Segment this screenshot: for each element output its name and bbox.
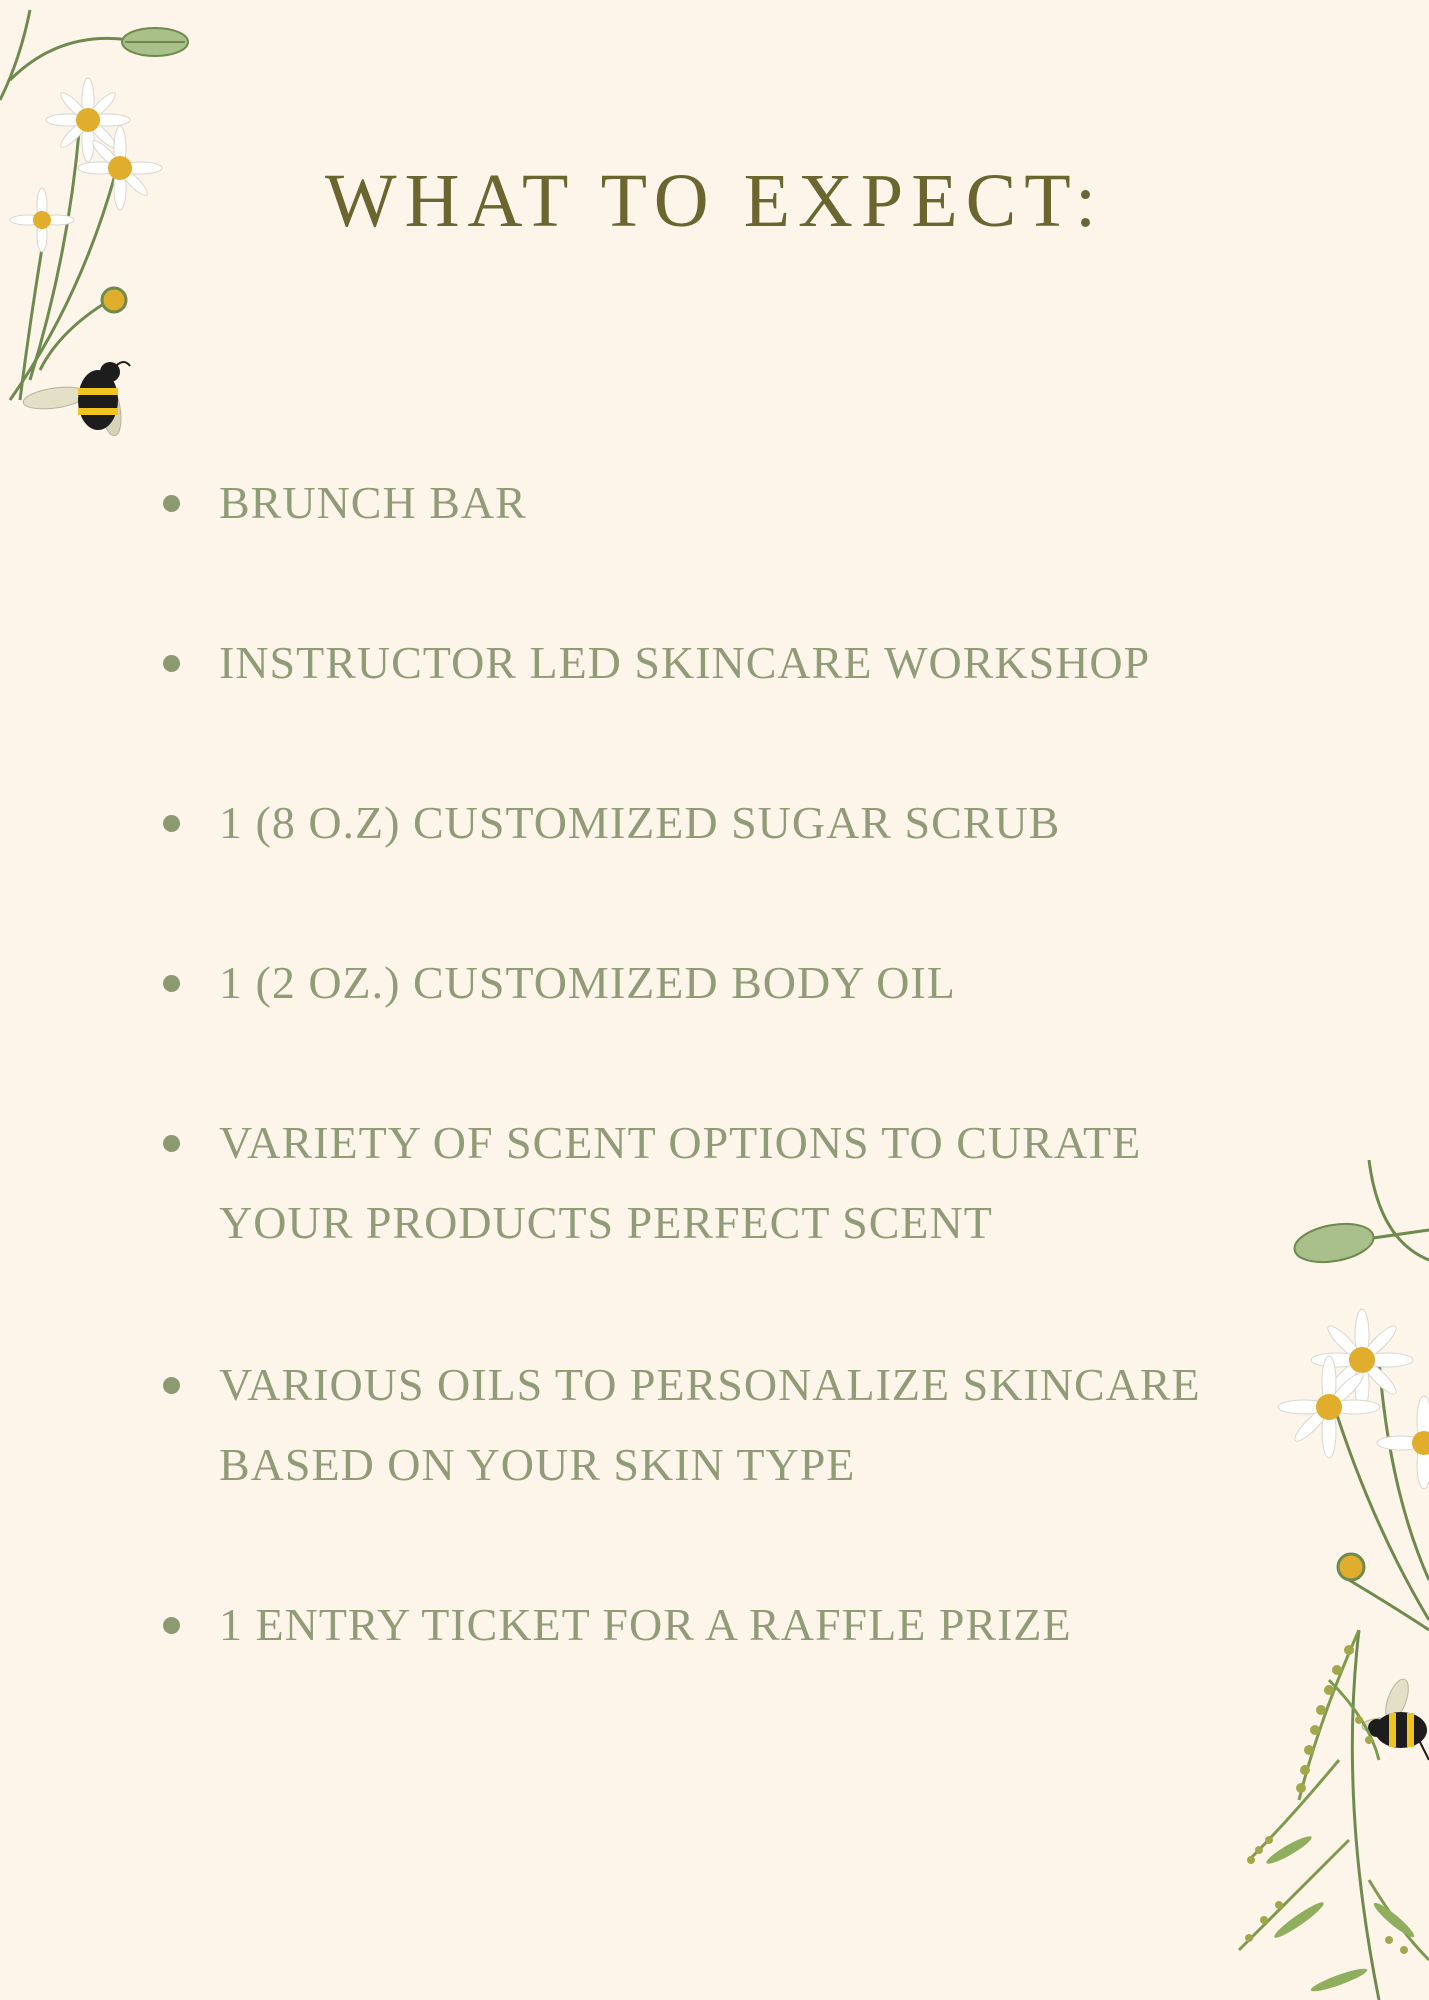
list-item-text: INSTRUCTOR LED SKINCARE WORKSHOP (219, 637, 1151, 688)
bullet-icon (163, 1617, 180, 1634)
list-item-text: BRUNCH BAR (219, 477, 527, 528)
list-item-text: 1 ENTRY TICKET FOR A RAFFLE PRIZE (219, 1599, 1072, 1650)
bullet-icon (163, 1377, 180, 1394)
list-item-text: 1 (8 O.Z) CUSTOMIZED SUGAR SCRUB (219, 797, 1061, 848)
bullet-icon (163, 655, 180, 672)
list-item-text: YOUR PRODUCTS PERFECT SCENT (219, 1197, 993, 1248)
list-item-text: 1 (2 OZ.) CUSTOMIZED BODY OIL (219, 957, 956, 1008)
bullet-icon (163, 815, 180, 832)
list-item-text: VARIETY OF SCENT OPTIONS TO CURATE (219, 1117, 1142, 1168)
bullet-icon (163, 495, 180, 512)
list-item-text: VARIOUS OILS TO PERSONALIZE SKINCARE (219, 1359, 1201, 1410)
list-item-text: BASED ON YOUR SKIN TYPE (219, 1439, 856, 1490)
bullet-icon (163, 1135, 180, 1152)
bullet-icon (163, 975, 180, 992)
page-title: WHAT TO EXPECT: (324, 159, 1105, 243)
